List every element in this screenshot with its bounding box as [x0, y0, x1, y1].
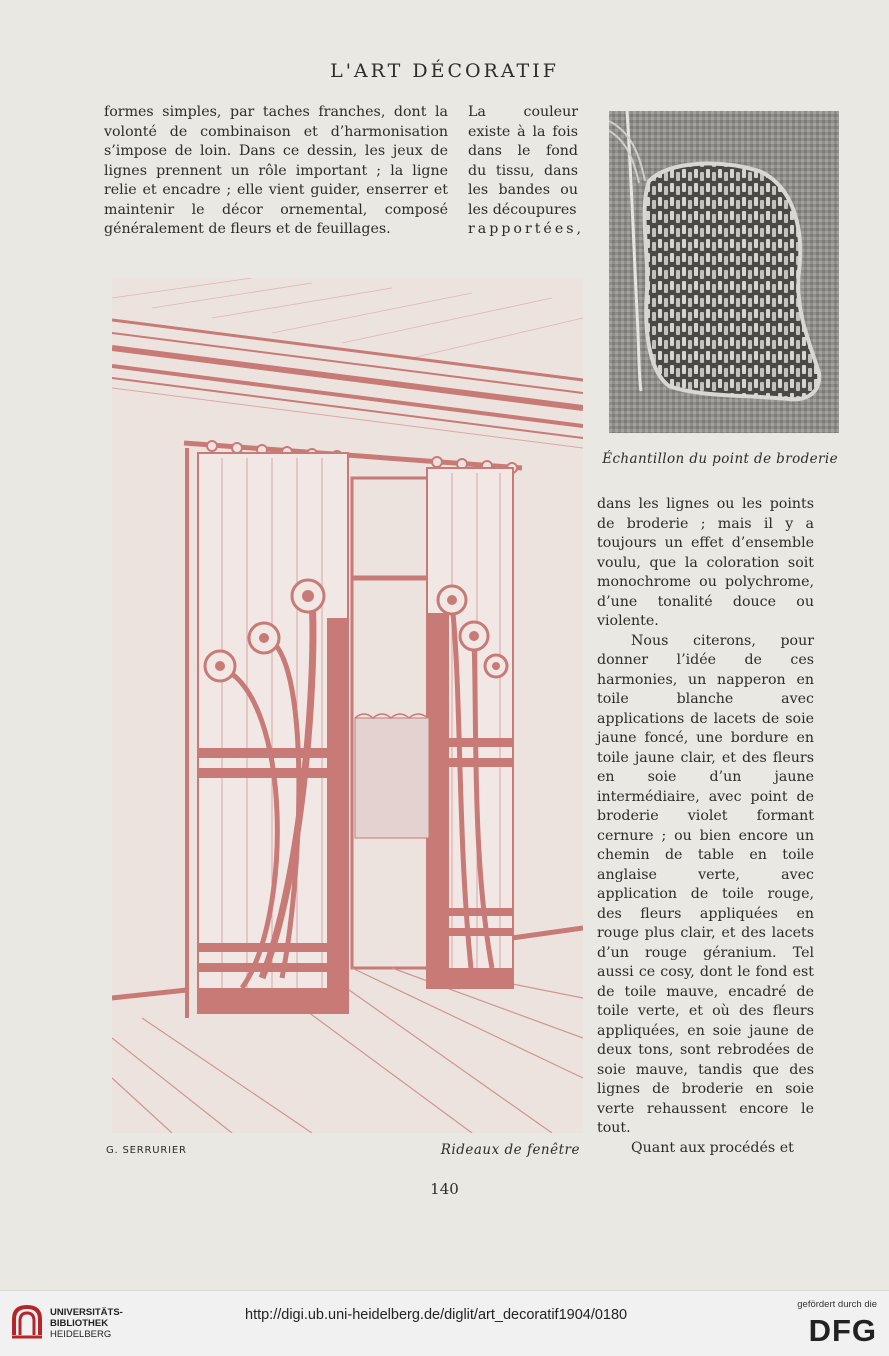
paragraph: Nous citerons, pour donner l’idée de ces harmonies, un napperon en toile blanche avec applications de lacets de soie jaune foncé, une bordure en toile jaune clair, et des fleurs en soie d’un jaune intermédiaire, avec point de broderie violet formant cernure ; ou bien encore un chemin de table en toile anglaise verte, avec application de toile rouge, des fleurs appliquées en rouge plus clair, et des lacets d’un rouge géranium. Tel aussi ce cosy, dont le fond est de toile mauve, encadré de toile verte, et où des fleurs appliquées, en soie jaune de deux tons, sont rebrodées de soie mauve, tandis que des lignes de broderie en soie verte rehaussent encore le tout. [597, 632, 814, 1136]
curtain-illustration [112, 278, 583, 1133]
plate-artist: G. SERRURIER [106, 1145, 187, 1156]
right-column-text [597, 495, 814, 1158]
library-name-line: BIBLIOTHEK [50, 1318, 109, 1329]
paragraph: dans les lignes ou les points de broderie ; mais il y a toujours un effet d’ensemble voulu, que la coloration soit monochrome ou polychrome, d’une tonalité douce ou violente. [597, 496, 814, 629]
plate-caption: Rideaux de fenêtre [440, 1142, 580, 1158]
paragraph: Quant aux procédés et [631, 1139, 794, 1156]
source-url-link[interactable]: http://digi.ub.uni-heidelberg.de/diglit/art_decoratif1904/0180 [245, 1307, 628, 1323]
page-number: 140 [430, 1180, 459, 1198]
library-name [50, 1307, 123, 1340]
university-library-logo-icon [10, 1301, 44, 1341]
dfg-logo: DFG [808, 1313, 877, 1348]
digitization-footer [0, 1290, 889, 1356]
running-title: L'ART DÉCORATIF [330, 60, 559, 82]
library-name-line: UNIVERSITÄTS- [50, 1307, 123, 1318]
photo-caption: Échantillon du point de broderie [602, 451, 838, 467]
paragraph: formes simples, par taches franches, dont la volonté de combinaison et d’harmonisation s’impose de loin. Dans ce dessin, les jeux de lignes prennent un rôle important ; la ligne relie et encadre ; elle vient guider, enserrer et maintenir le décor ornemental, composé généralement de fleurs et de feuillages. [104, 104, 448, 237]
middle-column-text [468, 103, 585, 240]
paragraph: La couleur existe à la fois dans le fond du tissu, dans les bandes ou les découpures [468, 104, 578, 218]
paragraph-continuation: rapportées, [468, 221, 585, 237]
library-name-line: HEIDELBERG [50, 1329, 112, 1340]
funding-label: gefördert durch die [797, 1299, 877, 1310]
embroidery-sample-photo [609, 111, 839, 433]
left-column-text [104, 103, 448, 240]
